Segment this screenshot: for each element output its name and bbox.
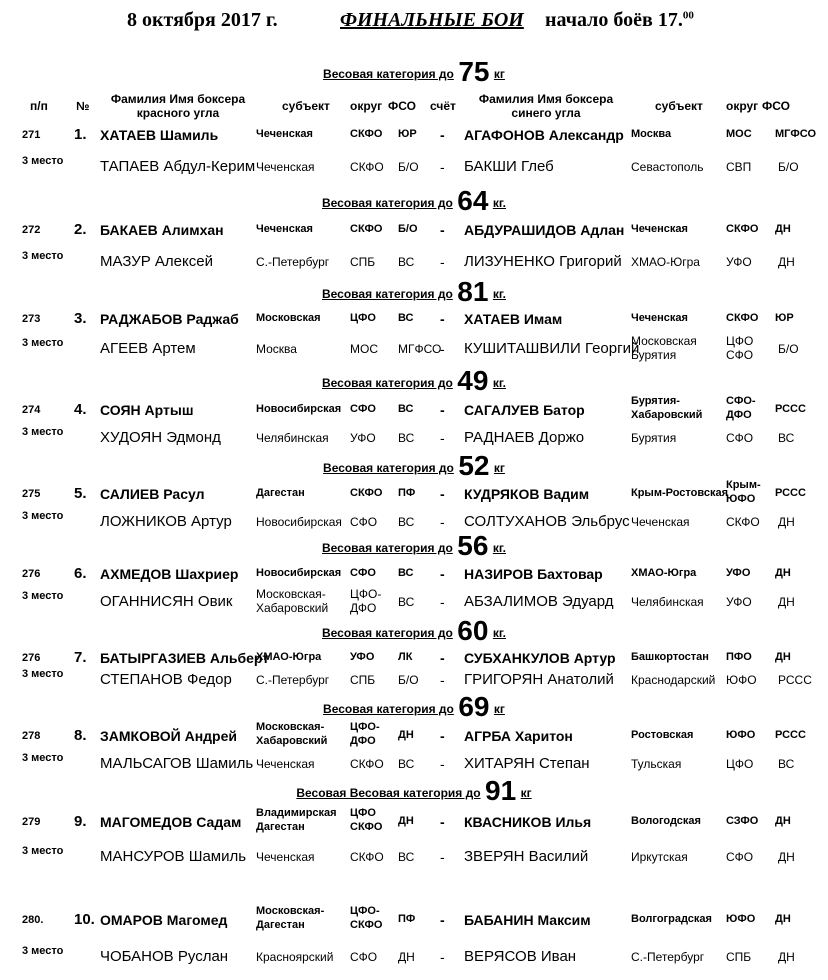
blue-third-fso: ДН (778, 850, 795, 864)
weight-category-label: Весовая категория до (321, 376, 453, 390)
blue-third-okrug: СПБ (726, 950, 752, 964)
blue-third-okrug: СФО (726, 850, 754, 864)
blue-boxer-name: САГАЛУЕВ Батор (464, 402, 585, 418)
red-boxer-name: АХМЕДОВ Шахриер (100, 566, 239, 582)
red-subject: Чеченская (256, 128, 313, 140)
col-red-name: Фамилия Имя боксера красного угла (110, 92, 246, 121)
col-number: № (76, 99, 90, 113)
blue-fso: РССС (775, 487, 806, 499)
blue-third-subject: Краснодарский (631, 673, 716, 687)
red-boxer-name: РАДЖАБОВ Раджаб (100, 311, 239, 327)
bout-score: - (440, 912, 445, 928)
blue-third-name: БАКШИ Глеб (464, 158, 554, 175)
blue-third-subject: Бурятия (631, 431, 677, 445)
third-score: - (440, 341, 445, 357)
blue-third-name: ХИТАРЯН Степан (464, 755, 590, 772)
red-subject: Дагестан (256, 487, 305, 499)
event-date: 8 октября 2017 г. (127, 9, 278, 31)
red-third-fso: ВС (398, 850, 415, 864)
blue-okrug-line2: ЮФО (726, 493, 756, 505)
blue-okrug: СКФО (726, 223, 759, 235)
weight-category-label: Весовая Весовая категория до (296, 786, 481, 800)
red-subject-line2: Дагестан (256, 821, 305, 833)
red-third-subject: С.-Петербург (256, 255, 330, 269)
blue-third-fso: Б/О (778, 342, 799, 356)
red-third-subject: Чеченская (256, 757, 315, 771)
blue-third-subject: Тульская (631, 757, 682, 771)
bout-pp: 274 (22, 404, 41, 416)
blue-third-fso: Б/О (778, 160, 799, 174)
col-pp: п/п (30, 99, 48, 113)
red-subject: Московская (256, 312, 321, 324)
bout-number: 1. (74, 126, 87, 143)
bout-pp: 280. (22, 914, 44, 926)
bout-pp: 276 (22, 652, 41, 664)
blue-third-name: ЗВЕРЯН Василий (464, 848, 589, 865)
bout-number: 3. (74, 310, 87, 327)
third-place-label: 3 место (22, 510, 64, 522)
red-third-fso: Б/О (398, 160, 419, 174)
red-third-subject: Московская- (256, 587, 326, 601)
blue-boxer-name: ХАТАЕВ Имам (464, 311, 563, 327)
red-third-fso: Б/О (398, 673, 419, 687)
weight-category-value: 52 (458, 450, 490, 481)
red-okrug: ЦФО- (350, 721, 380, 733)
blue-third-okrug: ЦФО (726, 334, 754, 348)
weight-category-value: 49 (457, 365, 489, 396)
blue-okrug: СЗФО (726, 815, 759, 827)
red-third-okrug: ЦФО- (350, 587, 382, 601)
red-subject: Московская- (256, 905, 325, 917)
third-place-label: 3 место (22, 845, 64, 857)
red-okrug: ЦФО- (350, 905, 380, 917)
blue-okrug: ЮФО (726, 913, 756, 925)
red-okrug-line2: СКФО (350, 821, 383, 833)
red-fso: ВС (398, 403, 414, 415)
red-third-okrug: СФО (350, 950, 378, 964)
red-fso: ВС (398, 312, 414, 324)
bout-number: 10. (74, 911, 95, 928)
red-third-subject-line2: Хабаровский (256, 601, 329, 615)
red-okrug: СКФО (350, 128, 383, 140)
red-fso: Б/О (398, 223, 418, 235)
weight-category-unit: кг (493, 461, 505, 475)
red-third-subject: С.-Петербург (256, 673, 330, 687)
blue-subject: Вологодская (631, 815, 701, 827)
col-fso: ФСО (388, 99, 416, 113)
red-third-subject: Челябинская (256, 431, 329, 445)
red-okrug: СКФО (350, 223, 383, 235)
blue-third-okrug: СФО (726, 431, 754, 445)
third-score: - (440, 849, 445, 865)
col-subject-blue: субъект (655, 99, 703, 113)
blue-third-okrug: УФО (726, 255, 752, 269)
red-subject: Новосибирская (256, 403, 342, 415)
red-fso: ЮР (398, 128, 417, 140)
red-okrug: СФО (350, 567, 376, 579)
red-boxer-name: САЛИЕВ Расул (100, 486, 205, 502)
blue-third-name: ЛИЗУНЕНКО Григорий (464, 253, 622, 270)
red-okrug: ЦФО (350, 312, 376, 324)
weight-category (0, 450, 828, 482)
red-fso: ДН (398, 815, 414, 827)
red-boxer-name: ЗАМКОВОЙ Андрей (100, 728, 237, 744)
weight-category-label: Весовая категория до (321, 287, 453, 301)
blue-third-okrug: СКФО (726, 515, 760, 529)
third-place-label: 3 место (22, 250, 64, 262)
blue-subject: Бурятия- (631, 395, 680, 407)
weight-category (0, 276, 828, 308)
red-third-fso: ВС (398, 595, 415, 609)
weight-category (0, 615, 828, 647)
blue-subject: Крым-Ростовская (631, 487, 728, 499)
blue-third-fso: ДН (778, 950, 795, 964)
col-okrug-blue: округ (726, 99, 759, 113)
red-fso: ПФ (398, 913, 416, 925)
weight-category-value: 69 (458, 691, 490, 722)
red-subject: ХМАО-Югра (256, 651, 322, 663)
red-okrug: СФО (350, 403, 376, 415)
third-score: - (440, 672, 445, 688)
red-boxer-name: БАТЫРГАЗИЕВ Альберт (100, 650, 270, 666)
red-fso: ДН (398, 729, 414, 741)
red-fso: ВС (398, 567, 414, 579)
blue-okrug: ЮФО (726, 729, 756, 741)
blue-boxer-name: АБДУРАШИДОВ Адлан (464, 222, 625, 238)
red-third-okrug: МОС (350, 342, 378, 356)
red-third-name: МАЗУР Алексей (100, 253, 213, 270)
red-boxer-name: МАГОМЕДОВ Садам (100, 814, 242, 830)
weight-category (0, 530, 828, 562)
col-okrug: округ (350, 99, 383, 113)
red-third-fso: ВС (398, 757, 415, 771)
blue-subject: Волгоградская (631, 913, 712, 925)
third-score: - (440, 430, 445, 446)
blue-third-fso: ДН (778, 515, 795, 529)
blue-boxer-name: АГРБА Харитон (464, 728, 573, 744)
third-score: - (440, 756, 445, 772)
bout-score: - (440, 311, 445, 327)
red-third-fso: МГФСО (398, 342, 442, 356)
bout-pp: 275 (22, 488, 41, 500)
blue-third-fso: ВС (778, 431, 795, 445)
blue-subject: ХМАО-Югра (631, 567, 697, 579)
blue-fso: РССС (775, 403, 806, 415)
third-place-label: 3 место (22, 752, 64, 764)
bout-number: 8. (74, 727, 87, 744)
red-third-name: МАЛЬСАГОВ Шамиль (100, 755, 254, 772)
red-boxer-name: ОМАРОВ Магомед (100, 912, 228, 928)
blue-fso: МГФСО (775, 128, 817, 140)
red-third-okrug: СФО (350, 515, 378, 529)
blue-fso: ЮР (775, 312, 794, 324)
blue-third-okrug: ЦФО (726, 757, 754, 771)
third-place-label: 3 место (22, 668, 64, 680)
weight-category-value: 60 (457, 615, 489, 646)
red-boxer-name: БАКАЕВ Алимхан (100, 222, 224, 238)
weight-category-unit: кг. (492, 541, 506, 555)
blue-third-okrug: СВП (726, 160, 752, 174)
red-third-okrug: СКФО (350, 160, 384, 174)
blue-subject: Чеченская (631, 223, 688, 235)
blue-subject: Москва (631, 128, 672, 140)
bout-score: - (440, 486, 445, 502)
blue-third-fso: ВС (778, 757, 795, 771)
blue-subject: Чеченская (631, 312, 688, 324)
bout-score: - (440, 222, 445, 238)
weight-category-label: Весовая категория до (323, 67, 454, 81)
bout-pp: 272 (22, 224, 41, 236)
weight-category (0, 365, 828, 397)
col-score: счёт (430, 99, 456, 113)
weight-category-unit: кг (493, 702, 505, 716)
bout-score: - (440, 566, 445, 582)
weight-category-unit: кг. (492, 376, 506, 390)
red-third-okrug: УФО (350, 431, 376, 445)
weight-category-value: 64 (457, 185, 489, 216)
red-third-name: ЧОБАНОВ Руслан (100, 948, 229, 965)
red-okrug: СКФО (350, 487, 383, 499)
weight-category (0, 691, 828, 723)
weight-category-label: Весовая категория до (323, 702, 454, 716)
col-blue-name: Фамилия Имя боксера синего угла (478, 92, 614, 121)
weight-category-unit: кг (520, 786, 532, 800)
weight-category-unit: кг. (492, 287, 506, 301)
blue-boxer-name: БАБАНИН Максим (464, 912, 591, 928)
bout-number: 6. (74, 565, 87, 582)
blue-boxer-name: НАЗИРОВ Бахтовар (464, 566, 603, 582)
blue-fso: ДН (775, 651, 791, 663)
start-time (545, 10, 694, 30)
bout-number: 7. (74, 649, 87, 666)
blue-third-name: ВЕРЯСОВ Иван (464, 948, 577, 965)
red-fso: ПФ (398, 487, 416, 499)
blue-boxer-name: КВАСНИКОВ Илья (464, 814, 592, 830)
red-subject-line2: Хабаровский (256, 735, 328, 747)
blue-third-okrug-line2: СФО (726, 348, 754, 362)
red-third-okrug-line2: ДФО (350, 601, 377, 615)
col-fso-blue: ФСО (762, 99, 790, 113)
third-place-label: 3 место (22, 590, 64, 602)
blue-okrug: Крым- (726, 479, 761, 491)
blue-third-fso: РССС (778, 673, 812, 687)
bout-number: 9. (74, 813, 87, 830)
blue-third-subject: Челябинская (631, 595, 704, 609)
bout-number: 2. (74, 221, 87, 238)
weight-category-unit: кг. (492, 626, 506, 640)
bout-pp: 276 (22, 568, 41, 580)
blue-fso: РССС (775, 729, 806, 741)
blue-subject: Башкортостан (631, 651, 709, 663)
red-okrug-line2: СКФО (350, 919, 383, 931)
red-third-name: ЛОЖНИКОВ Артур (100, 513, 232, 530)
weight-category (0, 56, 828, 88)
blue-third-name: ГРИГОРЯН Анатолий (464, 671, 614, 688)
page-title: ФИНАЛЬНЫЕ БОИ (340, 9, 524, 31)
weight-category-unit: кг (493, 67, 505, 81)
red-third-name: СТЕПАНОВ Федор (100, 671, 232, 688)
red-boxer-name: ХАТАЕВ Шамиль (100, 127, 219, 143)
bout-pp: 278 (22, 730, 41, 742)
blue-okrug: СФО- (726, 395, 756, 407)
blue-third-name: КУШИТАШВИЛИ Георгий (464, 340, 640, 357)
bout-number: 5. (74, 485, 87, 502)
bout-score: - (440, 127, 445, 143)
weight-category (0, 185, 828, 217)
red-okrug-line2: ДФО (350, 735, 376, 747)
red-third-name: ОГАННИСЯН Овик (100, 593, 233, 610)
red-third-name: МАНСУРОВ Шамиль (100, 848, 247, 865)
red-third-name: АГЕЕВ Артем (100, 340, 196, 357)
blue-boxer-name: КУДРЯКОВ Вадим (464, 486, 590, 502)
weight-category-label: Весовая категория до (321, 541, 453, 555)
weight-category-value: 75 (458, 56, 490, 87)
third-score: - (440, 949, 445, 965)
blue-subject-line2: Хабаровский (631, 409, 703, 421)
blue-okrug: ПФО (726, 651, 752, 663)
weight-category-value: 81 (457, 276, 489, 307)
red-third-subject: Москва (256, 342, 297, 356)
red-okrug: ЦФО (350, 807, 376, 819)
blue-boxer-name: АГАФОНОВ Александр (464, 127, 624, 143)
bout-score: - (440, 402, 445, 418)
blue-fso: ДН (775, 223, 791, 235)
blue-subject: Ростовская (631, 729, 694, 741)
bout-number: 4. (74, 401, 87, 418)
blue-third-subject: Московская (631, 334, 697, 348)
bout-pp: 271 (22, 129, 41, 141)
blue-boxer-name: СУБХАНКУЛОВ Артур (464, 650, 616, 666)
blue-third-subject: ХМАО-Югра (631, 255, 700, 269)
blue-third-fso: ДН (778, 255, 795, 269)
blue-third-okrug: ЮФО (726, 673, 757, 687)
red-third-fso: ДН (398, 950, 415, 964)
blue-third-subject: Чеченская (631, 515, 690, 529)
weight-category-label: Весовая категория до (323, 461, 454, 475)
third-place-label: 3 место (22, 337, 64, 349)
blue-third-subject: Иркутская (631, 850, 688, 864)
red-subject-line2: Дагестан (256, 919, 305, 931)
red-third-subject: Чеченская (256, 160, 315, 174)
red-third-okrug: СПБ (350, 255, 376, 269)
blue-third-name: АБЗАЛИМОВ Эдуард (464, 593, 614, 610)
bout-pp: 279 (22, 816, 41, 828)
weight-category-value: 56 (457, 530, 489, 561)
blue-third-name: СОЛТУХАНОВ Эльбрус (464, 513, 630, 530)
weight-category-unit: кг. (492, 196, 506, 210)
blue-okrug-line2: ДФО (726, 409, 752, 421)
red-third-fso: ВС (398, 515, 415, 529)
red-subject: Московская- (256, 721, 325, 733)
third-place-label: 3 место (22, 426, 64, 438)
blue-third-subject-line2: Бурятия (631, 348, 677, 362)
blue-third-okrug: УФО (726, 595, 752, 609)
red-third-fso: ВС (398, 255, 415, 269)
blue-third-subject: Севастополь (631, 160, 704, 174)
red-third-okrug: СКФО (350, 850, 384, 864)
red-third-subject: Новосибирская (256, 515, 342, 529)
third-score: - (440, 254, 445, 270)
red-subject: Новосибирская (256, 567, 342, 579)
weight-category-label: Весовая категория до (321, 626, 453, 640)
blue-fso: ДН (775, 913, 791, 925)
start-time-minutes: 00 (682, 9, 694, 22)
weight-category-label: Весовая категория до (321, 196, 453, 210)
blue-third-name: РАДНАЕВ Доржо (464, 429, 585, 446)
third-place-label: 3 место (22, 945, 64, 957)
red-boxer-name: СОЯН Артыш (100, 402, 194, 418)
red-third-name: ТАПАЕВ Абдул-Керим (100, 158, 256, 175)
red-third-fso: ВС (398, 431, 415, 445)
red-third-okrug: СКФО (350, 757, 384, 771)
weight-category-value: 91 (485, 775, 517, 806)
col-subject: субъект (282, 99, 330, 113)
third-score: - (440, 594, 445, 610)
third-score: - (440, 159, 445, 175)
red-okrug: УФО (350, 651, 375, 663)
blue-third-subject: С.-Петербург (631, 950, 705, 964)
red-third-subject: Красноярский (256, 950, 334, 964)
bout-score: - (440, 814, 445, 830)
blue-okrug: МОС (726, 128, 752, 140)
blue-third-fso: ДН (778, 595, 795, 609)
red-fso: ЛК (398, 651, 413, 663)
start-time-text: начало боёв 17. (545, 9, 683, 31)
red-third-okrug: СПБ (350, 673, 376, 687)
third-place-label: 3 место (22, 155, 64, 167)
bout-pp: 273 (22, 313, 41, 325)
blue-okrug: СКФО (726, 312, 759, 324)
bout-score: - (440, 650, 445, 666)
blue-fso: ДН (775, 815, 791, 827)
blue-okrug: УФО (726, 567, 751, 579)
weight-category (0, 775, 828, 807)
red-third-name: ХУДОЯН Эдмонд (100, 429, 221, 446)
red-third-subject: Чеченская (256, 850, 315, 864)
third-score: - (440, 514, 445, 530)
blue-fso: ДН (775, 567, 791, 579)
red-subject: Чеченская (256, 223, 313, 235)
bout-score: - (440, 728, 445, 744)
red-subject: Владимирская (256, 807, 337, 819)
